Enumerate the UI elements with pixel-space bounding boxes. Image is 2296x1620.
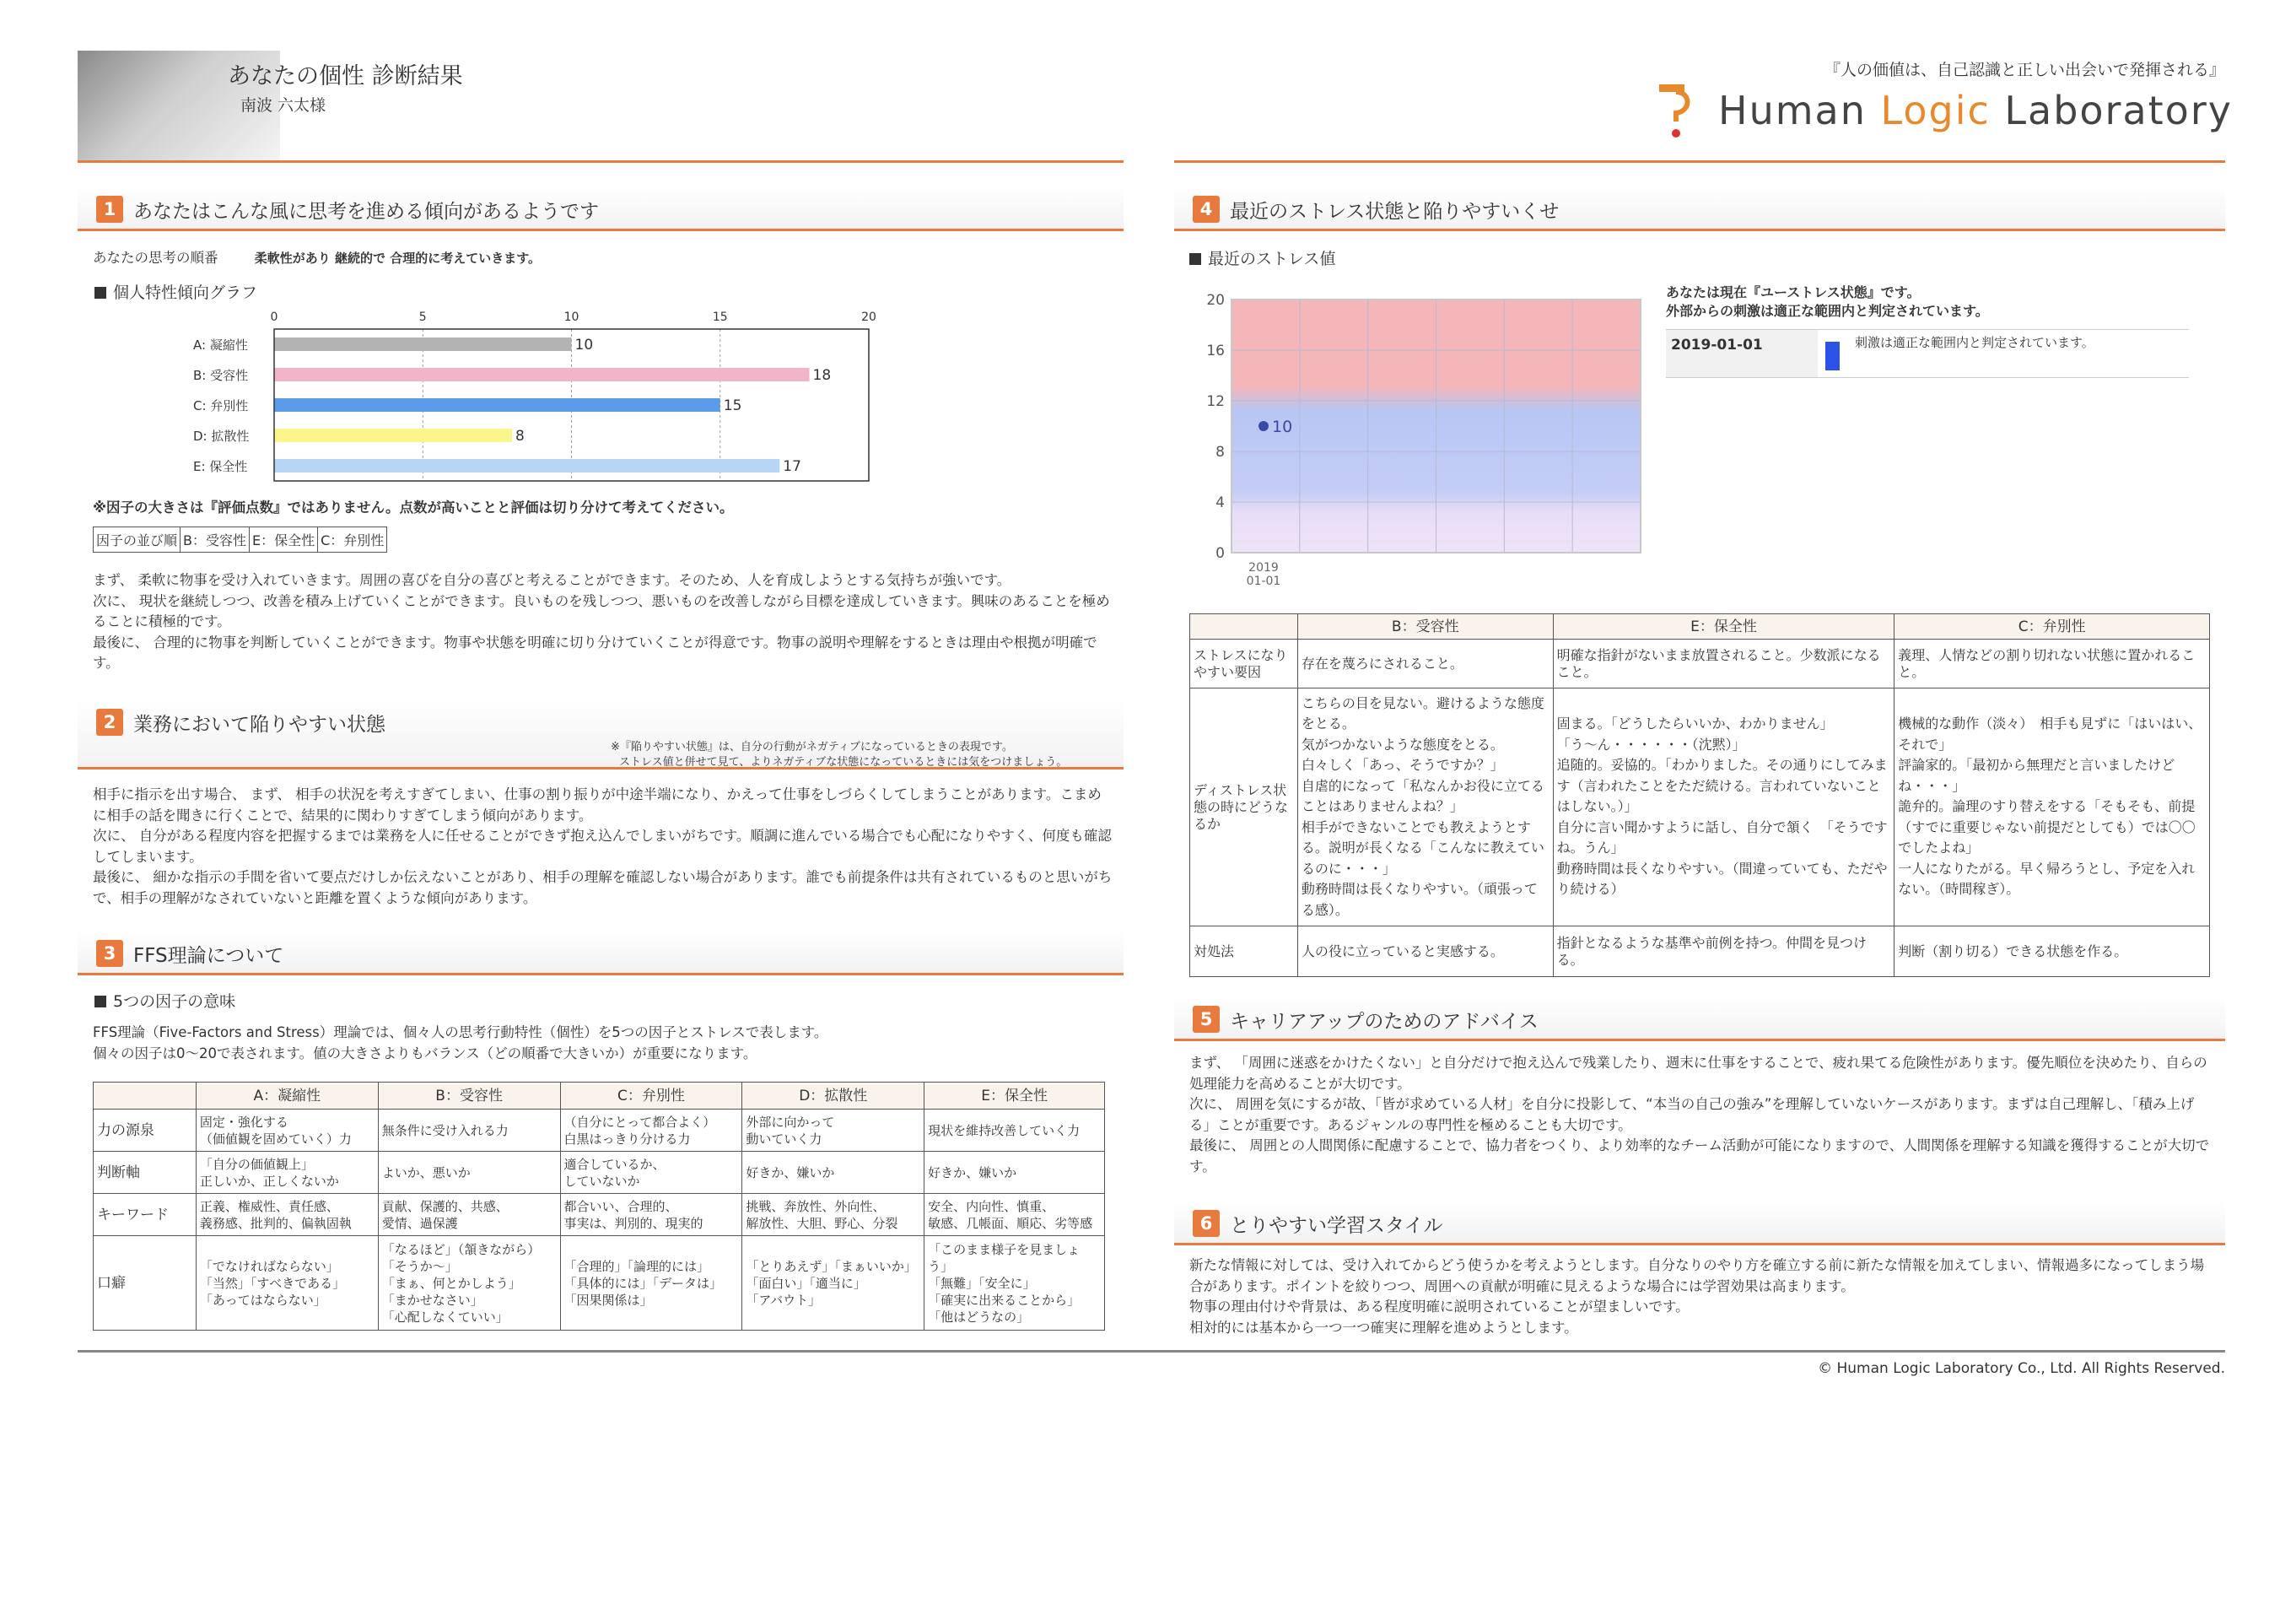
header-rule-left	[78, 160, 1124, 163]
data-point	[1258, 421, 1269, 431]
section-title: FFS理論について	[133, 945, 284, 967]
paragraph: 新たな情報に対しては、受け入れてからどう使うかを考えようとします。自分なりのやり方を確立する前に新たな情報を加えてしまい、情報過多になってしまう場合があります。ポイントを絞りつつ、周囲への貢献が明確に見えるような場合には学習効果は高まります。	[1189, 1257, 2205, 1294]
x-tick-label: 20	[861, 310, 876, 324]
table-cell: （自分にとって都合よく） 白黒はっきり分ける力	[560, 1110, 742, 1152]
stress-subtitle-text: 最近のストレス値	[1208, 250, 1336, 268]
data-label: 17	[783, 458, 801, 475]
table-header: B：受容性	[1297, 614, 1553, 640]
stress-status	[1666, 284, 1989, 321]
section-title: とりやすい学習スタイル	[1230, 1215, 1443, 1237]
page-title: あなたの個性 診断結果	[228, 63, 463, 89]
row-header: 判断軸	[94, 1152, 197, 1194]
row-header: 力の源泉	[94, 1110, 197, 1152]
table-cell: 正義、権威性、責任感、 義務感、批判的、偏執固執	[196, 1194, 378, 1236]
row-header: ディストレス状態の時にどうなるか	[1190, 688, 1298, 926]
section-number: 6	[1193, 1210, 1220, 1237]
section-6-body	[1189, 1256, 2212, 1338]
factor-order-1: B：受容性	[181, 527, 250, 553]
square-bullet-icon	[1189, 253, 1201, 265]
table-cell: 好きか、嫌いか	[742, 1152, 924, 1194]
section-number: 1	[96, 196, 123, 223]
y-tick-label: 12	[1206, 393, 1225, 410]
factor-order-table	[93, 526, 387, 553]
data-label: 10	[574, 337, 594, 354]
logo-mark-icon	[1657, 83, 1695, 140]
table-row	[94, 1236, 1105, 1331]
section-3-header	[78, 932, 1124, 975]
stress-subtitle	[1189, 246, 1335, 269]
table-cell: 「でなければならない」 「当然」「すべきである」 「あってはならない」	[196, 1236, 378, 1331]
table-cell: 安全、内向性、慎重、 敏感、几帳面、順応、劣等感	[924, 1194, 1105, 1236]
table-cell: 都合いい、合理的、 事実は、判別的、現実的	[560, 1194, 742, 1236]
paragraph: まず、 「周囲に迷惑をかけたくない」と自分だけで抱え込んで残業したり、週末に仕事をすることで、疲れ果てる危険性があります。優先順位を決めたり、自らの処理能力を高めることが大切です。	[1189, 1055, 2207, 1092]
paragraph: 最後に、 合理的に物事を判断していくことができます。物事や状態を明確に切り分けていくことが得意です。物事の説明や理解をするときは理由や根拠が明確です。	[93, 634, 1097, 671]
table-header: E：保全性	[1553, 614, 1894, 640]
section-1-header	[78, 187, 1124, 231]
table-row	[94, 1194, 1105, 1236]
paragraph: 物事の理由付けや背景は、ある程度明確に説明されていることが望ましいです。	[1189, 1299, 1690, 1315]
y-tick-label: 4	[1215, 494, 1225, 511]
table-header: C：弁別性	[1894, 614, 2210, 640]
table-cell: 現状を維持改善していく力	[924, 1110, 1105, 1152]
ffs-factor-table	[93, 1082, 1105, 1331]
graph-subtitle	[94, 280, 257, 303]
company-logo	[1657, 83, 2233, 142]
stress-status-line-1: あなたは現在『ユーストレス状態』です。	[1666, 284, 1921, 300]
paragraph: 相手に指示を出す場合、 まず、 相手の状況を考えすぎてしまい、仕事の割り振りが中途半端になり、かえって仕事をしづらくしてしまうことがあります。こまめに相手の話を聞きに行くことで、結果的に関わりすぎてしまう傾向があります。	[93, 786, 1102, 824]
logo-word-lab: Laboratory	[2004, 88, 2233, 133]
category-label: D: 拡散性	[193, 429, 250, 444]
x-tick-label: 01-01	[1246, 575, 1281, 588]
header-rule-right	[1174, 160, 2225, 163]
y-tick-label: 16	[1206, 343, 1225, 359]
factor-order-3: C：弁別性	[318, 527, 387, 553]
table-row	[1190, 926, 2210, 977]
table-cell: 「合理的」「論理的には」 「具体的には」「データは」 「因果関係は」	[560, 1236, 742, 1331]
bar	[274, 368, 810, 381]
row-header: 口癖	[94, 1236, 197, 1331]
stress-history-row	[1666, 329, 2189, 378]
table-cell: 指針となるような基準や前例を持つ。仲間を見つける。	[1553, 926, 1894, 977]
logo-word-human: Human	[1718, 88, 1867, 133]
table-row	[94, 1110, 1105, 1152]
data-label: 10	[1272, 418, 1293, 436]
section-2-note-2: ストレス値と併せて見て、よりネガティブな状態になっているときには気をつけましょう。	[619, 756, 1068, 769]
table-cell: 「とりあえず」「まぁいいか」 「面白い」「適当に」 「アバウト」	[742, 1236, 924, 1331]
table-header: A：凝縮性	[196, 1083, 378, 1110]
table-cell: 固定・強化する （価値観を固めていく）力	[196, 1110, 378, 1152]
section-number: 5	[1193, 1006, 1220, 1033]
x-tick-label: 0	[270, 310, 278, 324]
table-cell: 無条件に受け入れる力	[378, 1110, 560, 1152]
square-bullet-icon	[94, 287, 106, 299]
row-header: 対処法	[1190, 926, 1298, 977]
factor-order-label: 因子の並び順	[94, 527, 181, 553]
data-label: 18	[812, 367, 832, 384]
paragraph: 次に、 周囲を気にするが故、「皆が求めている人材」を自分に投影して、“本当の自己の強み”を理解していないケースがあります。まずは自己理解し、「積み上げる」ことが重要です。あるジャンルの専門性を極めることも大切です。	[1189, 1096, 2195, 1133]
section-3-body	[93, 1023, 1113, 1064]
table-header	[1190, 614, 1298, 640]
stress-level-indicator	[1825, 342, 1840, 370]
table-header: E：保全性	[924, 1083, 1105, 1110]
paragraph: 次に、 自分がある程度内容を把握するまでは業務を人に任せることができず抱え込んでしまいがちです。順調に進んでいる場合でも心配になりやすく、何度も確認してしまいます。	[93, 828, 1112, 865]
table-cell: 「このまま様子を見ましょう」 「無難」「安全に」 「確実に出来ることから」 「他はどうなの」	[924, 1236, 1105, 1331]
y-tick-label: 20	[1206, 292, 1225, 309]
section-title: 業務において陥りやすい状態	[133, 714, 385, 736]
data-label: 15	[723, 397, 742, 414]
header-motto: 『人の価値は、自己認識と正しい出会いで発揮される』	[1824, 61, 2225, 79]
data-label: 8	[515, 428, 525, 445]
table-row	[94, 1152, 1105, 1194]
paragraph: 最後に、 細かな指示の手間を省いて要点だけしか伝えないことがあり、相手の理解を確認しない場合があります。誰でも前提条件は共有されているものと思いがちで、相手の理解がなされていないと距離を置くような傾向があります。	[93, 869, 1113, 906]
section-6-header	[1174, 1202, 2225, 1245]
section-number: 4	[1193, 196, 1220, 223]
table-cell: 明確な指針がないまま放置されること。少数派になること。	[1553, 640, 1894, 688]
paragraph: まず、 柔軟に物事を受け入れていきます。周囲の喜びを自分の喜びと考えることができます。そのため、人を育成しようとする気持ちが強いです。	[93, 572, 1011, 588]
square-bullet-icon	[94, 996, 106, 1007]
stress-status-line-2: 外部からの刺激は適正な範囲内と判定されています。	[1666, 303, 1989, 319]
table-cell: 外部に向かって 動いていく力	[742, 1110, 924, 1152]
table-cell: 判断（割り切る）できる状態を作る。	[1894, 926, 2210, 977]
table-cell: こちらの目を見ない。避けるような態度をとる。 気がつかないような態度をとる。 白々しく「あっ、そうですか？」 自虐的になって「私なんかお役に立てることはありませんよね？」 相手ができないことでも教えようとする。説明が長くなる「こんなに教えているのに・・・」 動務時間は長くなりやすい。（頑張ってる感）。	[1297, 688, 1553, 926]
table-cell: 貢献、保護的、共感、 愛情、過保護	[378, 1194, 560, 1236]
x-tick-label: 2019	[1248, 561, 1279, 575]
paragraph: 次に、 現状を継続しつつ、改善を積み上げていくことができます。良いものを残しつつ、悪いものを改善しながら目標を達成していきます。興味のあることを極めることに積極的です。	[93, 592, 1110, 629]
table-row	[1190, 688, 2210, 926]
section-number: 3	[96, 940, 123, 967]
section-5-body	[1189, 1053, 2212, 1177]
table-header	[94, 1083, 197, 1110]
recipient-name: 南波 六太様	[240, 96, 326, 115]
section-number: 2	[96, 709, 123, 736]
x-tick-label: 10	[563, 310, 579, 324]
date-text: 2019-01-01	[1671, 337, 1763, 354]
trait-bar-chart	[118, 304, 894, 489]
table-cell: 「なるほど」（頷きながら） 「そうか〜」 「まぁ、何とかしよう」 「まかせなさい」 「心配しなくていい」	[378, 1236, 560, 1331]
paragraph: 相対的には基本から一つ一つ確実に理解を進めようとします。	[1189, 1319, 1578, 1336]
table-cell: 適合しているか、 していないか	[560, 1152, 742, 1194]
section-2-note-1: ※『陥りやすい状態』は、自分の行動がネガティブになっているときの表現です。	[611, 741, 1013, 753]
section-1-body	[93, 570, 1113, 674]
category-label: C: 弁別性	[193, 398, 249, 413]
table-cell: 「自分の価値観上」 正しいか、正しくないか	[196, 1152, 378, 1194]
table-cell: 固まる。「どうしたらいいか、わかりません」 「う〜ん・・・・・・（沈黙）」 追随的。妥協的。「わかりました。その通りにしてみます（言われたことをただ続ける。言われていないことはしない。）」 自分に言い聞かすように話し、自分で頷く 「そうですね。うん」 動務時間は長くなりやすい。（間違っていても、ただやり続ける）	[1553, 688, 1894, 926]
row-header: ストレスになりやすい要因	[1190, 640, 1298, 688]
stress-chart	[1181, 283, 1662, 595]
section-title: あなたはこんな風に思考を進める傾向があるようです	[133, 201, 599, 223]
paragraph: 個々の因子は0〜20で表されます。値の大きさよりもバランス（どの順番で大きいか）が重要になります。	[93, 1045, 757, 1061]
section-4-header	[1174, 187, 2225, 231]
section-title: 最近のストレス状態と陥りやすいくせ	[1230, 201, 1560, 223]
table-header: C：弁別性	[560, 1083, 742, 1110]
y-tick-label: 0	[1215, 545, 1225, 562]
thinking-order-label: あなたの思考の順番	[93, 250, 218, 266]
table-cell: 機械的な動作（淡々） 相手も見ずに「はいはい、それで」 評論家的。「最初から無理だと言いましたけどね・・・」 詭弁的。論理のすり替えをする「そもそも、前提（すでに重要じゃない前提だとしても）では〇〇でしたよね」 一人になりたがる。早く帰ろうとし、予定を入れない。（時間稼ぎ）。	[1894, 688, 2210, 926]
table-cell: よいか、悪いか	[378, 1152, 560, 1194]
bar	[274, 429, 512, 442]
thinking-order-value: 柔軟性があり 継続的で 合理的に考えていきます。	[254, 251, 541, 266]
category-label: A: 凝縮性	[193, 338, 248, 353]
table-header: B：受容性	[378, 1083, 560, 1110]
bar	[274, 338, 572, 351]
paragraph: 最後に、 周囲との人間関係に配慮することで、協力者をつくり、より効率的なチーム活動が可能になりますので、人間関係を理解する知識を獲得することが大切です。	[1189, 1137, 2210, 1174]
section-2-header	[78, 699, 1124, 770]
y-tick-label: 8	[1215, 444, 1225, 461]
date-cell	[1666, 330, 1818, 377]
factor-warning: ※因子の大きさは『評価点数』ではありません。点数が高いことと評価は切り分けて考えてください。	[93, 500, 734, 516]
table-header: D：拡散性	[742, 1083, 924, 1110]
section-2-body	[93, 785, 1113, 909]
bar	[274, 459, 779, 472]
section-5-header	[1174, 997, 2225, 1041]
thinking-order-row	[93, 246, 541, 267]
table-row	[1190, 640, 2210, 688]
stress-factor-table	[1189, 613, 2210, 977]
table-cell: 存在を蔑ろにされること。	[1297, 640, 1553, 688]
table-cell: 義理、人情などの割り切れない状態に置かれること。	[1894, 640, 2210, 688]
category-label: B: 受容性	[193, 368, 249, 383]
ffs-subtitle-text: 5つの因子の意味	[113, 992, 236, 1011]
date-status-text: 刺激は適正な範囲内と判定されています。	[1855, 335, 2094, 350]
x-tick-label: 15	[712, 310, 728, 324]
table-cell: 挑戦、奔放性、外向性、 解放性、大胆、野心、分裂	[742, 1194, 924, 1236]
table-cell: 人の役に立っていると実感する。	[1297, 926, 1553, 977]
category-label: E: 保全性	[193, 459, 248, 474]
x-tick-label: 5	[418, 310, 427, 324]
ffs-subtitle	[94, 989, 235, 1012]
logo-word-logic: Logic	[1880, 88, 1991, 133]
factor-order-2: E：保全性	[250, 527, 318, 553]
footer-rule	[78, 1350, 2225, 1353]
paragraph: FFS理論（Five-Factors and Stress）理論では、個々人の思考行動特性（個性）を5つの因子とストレスで表します。	[93, 1024, 828, 1040]
row-header: キーワード	[94, 1194, 197, 1236]
table-cell: 好きか、嫌いか	[924, 1152, 1105, 1194]
bar	[274, 398, 720, 412]
copyright: © Human Logic Laboratory Co., Ltd. All Rights Reserved.	[1818, 1360, 2225, 1377]
graph-subtitle-text: 個人特性傾向グラフ	[113, 284, 258, 302]
section-title: キャリアアップのためのアドバイス	[1230, 1011, 1539, 1033]
